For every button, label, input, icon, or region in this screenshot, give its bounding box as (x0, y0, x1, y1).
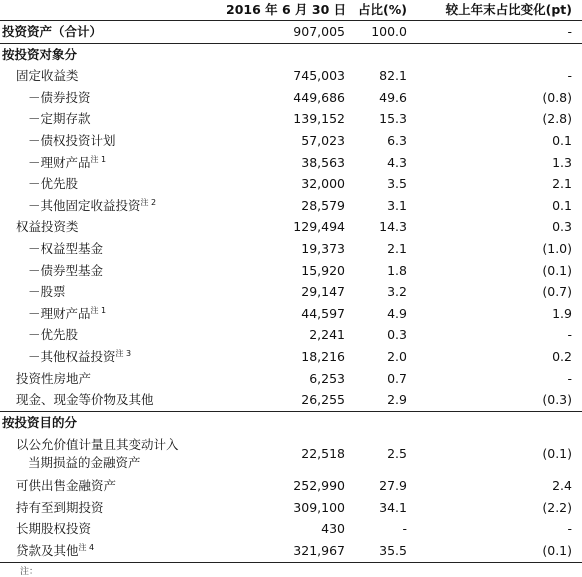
table-row (0, 497, 582, 519)
fixed-income-label: 固定收益类 (16, 68, 79, 84)
row-value: 44,597 (301, 305, 345, 321)
row-value: 32,000 (301, 176, 345, 192)
row-label: 持有至到期投资 (16, 499, 104, 515)
table-row (0, 475, 582, 497)
row-value: 309,100 (293, 499, 345, 515)
row-value: 29,147 (301, 284, 345, 300)
table-row (0, 303, 582, 325)
row-change: 2.1 (552, 176, 572, 192)
footnote-marker: 注 1 (90, 154, 107, 164)
footnote-label: 注： (20, 567, 39, 577)
fixed-income-change: - (567, 68, 572, 84)
row-change: - (567, 327, 572, 343)
row-label: －优先股 (28, 327, 79, 343)
table-row (0, 108, 582, 130)
row-label: －定期存款 (28, 111, 91, 127)
property-label: 投资性房地产 (16, 370, 92, 386)
table-row (0, 173, 582, 195)
row-label: 贷款及其他$^{注 4}$ (16, 543, 95, 559)
table-row (0, 346, 582, 368)
header-col-date: 2016 年 6 月 30 日 (226, 2, 347, 17)
fvtpl-pct: 2.5 (387, 446, 407, 462)
property-value: 6,253 (309, 370, 345, 386)
row-value: 2,241 (309, 327, 345, 343)
fvtpl-label: 以公允价值计量且其变动计入 当期损益的金融资产 (16, 437, 179, 471)
equity-change: 0.3 (552, 219, 572, 235)
table-row (0, 216, 582, 238)
footnote-marker: 注 2 (140, 197, 157, 207)
row-change: - (567, 521, 572, 537)
cash-value: 26,255 (301, 392, 345, 408)
header-col-pct: 占比(%) (358, 2, 407, 17)
row-pct: 4.3 (387, 154, 407, 170)
row-change: 0.1 (552, 132, 572, 148)
row-pct: 6.3 (387, 132, 407, 148)
row-change: 0.2 (552, 348, 572, 364)
row-label: －股票 (28, 284, 66, 300)
row-label: －优先股 (28, 176, 79, 192)
row-label: －权益型基金 (28, 240, 104, 256)
row-pct: 2.1 (387, 240, 407, 256)
table-row (0, 152, 582, 174)
row-value: 19,373 (301, 240, 345, 256)
row-change: 1.9 (552, 305, 572, 321)
row-label: 可供出售金融资产 (16, 478, 117, 494)
footnote-marker: 注 3 (115, 348, 132, 358)
row-pct: 2.0 (387, 348, 407, 364)
row-label: －债权投资计划 (28, 132, 116, 148)
total-row (0, 21, 582, 44)
row-change: (2.8) (542, 111, 572, 127)
table-row (0, 281, 582, 303)
row-value: 252,990 (293, 478, 345, 494)
cash-change: (0.3) (542, 392, 572, 408)
table-row (0, 130, 582, 152)
footnote-marker: 注 1 (90, 305, 107, 315)
row-value: 449,686 (293, 89, 345, 105)
row-value: 28,579 (301, 197, 345, 213)
row-change: 1.3 (552, 154, 572, 170)
table-row (0, 195, 582, 217)
fvtpl-value: 22,518 (301, 446, 345, 462)
row-pct: 49.6 (379, 89, 407, 105)
table-header (0, 0, 582, 21)
row-pct: 3.5 (387, 176, 407, 192)
row-change: (2.2) (542, 499, 572, 515)
row-label: －其他权益投资$^{注 3}$ (28, 348, 132, 364)
header-row (0, 0, 582, 21)
footnote-marker: 注 4 (78, 543, 95, 553)
row-pct: 15.3 (379, 111, 407, 127)
row-change: 0.1 (552, 197, 572, 213)
row-pct: 1.8 (387, 262, 407, 278)
table-row (0, 368, 582, 390)
row-pct: - (402, 521, 407, 537)
row-change: (1.0) (542, 240, 572, 256)
table-row (0, 238, 582, 260)
table-row (0, 324, 582, 346)
table-row (0, 65, 582, 87)
row-pct: 34.1 (379, 499, 407, 515)
table-bottom-rule (0, 562, 582, 563)
row-change: (0.1) (542, 543, 572, 559)
fixed-income-value: 745,003 (293, 68, 345, 84)
row-pct: 3.1 (387, 197, 407, 213)
row-pct: 35.5 (379, 543, 407, 559)
row-value: 321,967 (293, 543, 345, 559)
table-row (0, 260, 582, 282)
fixed-income-pct: 82.1 (379, 68, 407, 84)
table-row (0, 540, 582, 562)
cash-label: 现金、现金等价物及其他 (16, 392, 154, 408)
cash-pct: 2.9 (387, 392, 407, 408)
table-row (0, 389, 582, 411)
row-pct: 27.9 (379, 478, 407, 494)
header-col-item (0, 0, 222, 21)
total-change: - (567, 24, 572, 39)
header-col-change: 较上年末占比变化(pt) (445, 2, 572, 17)
row-label: －理财产品$^{注 1}$ (28, 154, 107, 170)
row-label: －其他固定收益投资$^{注 2}$ (28, 197, 157, 213)
property-pct: 0.7 (387, 370, 407, 386)
row-value: 15,920 (301, 262, 345, 278)
section-title-by-purpose: 按投资目的分 (0, 411, 222, 433)
row-change: (0.1) (542, 262, 572, 278)
row-label: －理财产品$^{注 1}$ (28, 305, 107, 321)
row-value: 38,563 (301, 154, 345, 170)
table-row (0, 87, 582, 109)
row-pct: 3.2 (387, 284, 407, 300)
row-value: 57,023 (301, 132, 345, 148)
section-title-by-object: 按投资对象分 (0, 43, 222, 65)
row-pct: 4.9 (387, 305, 407, 321)
row-change: (0.7) (542, 284, 572, 300)
row-value: 139,152 (293, 111, 345, 127)
equity-pct: 14.3 (379, 219, 407, 235)
property-change: - (567, 370, 572, 386)
table-row (0, 433, 582, 475)
total-label: 投资资产（合计） (2, 24, 103, 39)
total-pct: 100.0 (371, 24, 407, 39)
row-label: －债券投资 (28, 89, 91, 105)
row-value: 18,216 (301, 348, 345, 364)
row-change: 2.4 (552, 478, 572, 494)
row-value: 430 (321, 521, 345, 537)
row-label: －债券型基金 (28, 262, 104, 278)
row-label: 长期股权投资 (16, 521, 92, 537)
row-pct: 0.3 (387, 327, 407, 343)
section-title-row-object (0, 43, 582, 65)
equity-value: 129,494 (293, 219, 345, 235)
table-row (0, 518, 582, 540)
row-change: (0.8) (542, 89, 572, 105)
section-title-row-purpose (0, 411, 582, 433)
fvtpl-change: (0.1) (542, 446, 572, 462)
total-value: 907,005 (293, 24, 345, 39)
equity-label: 权益投资类 (16, 219, 79, 235)
